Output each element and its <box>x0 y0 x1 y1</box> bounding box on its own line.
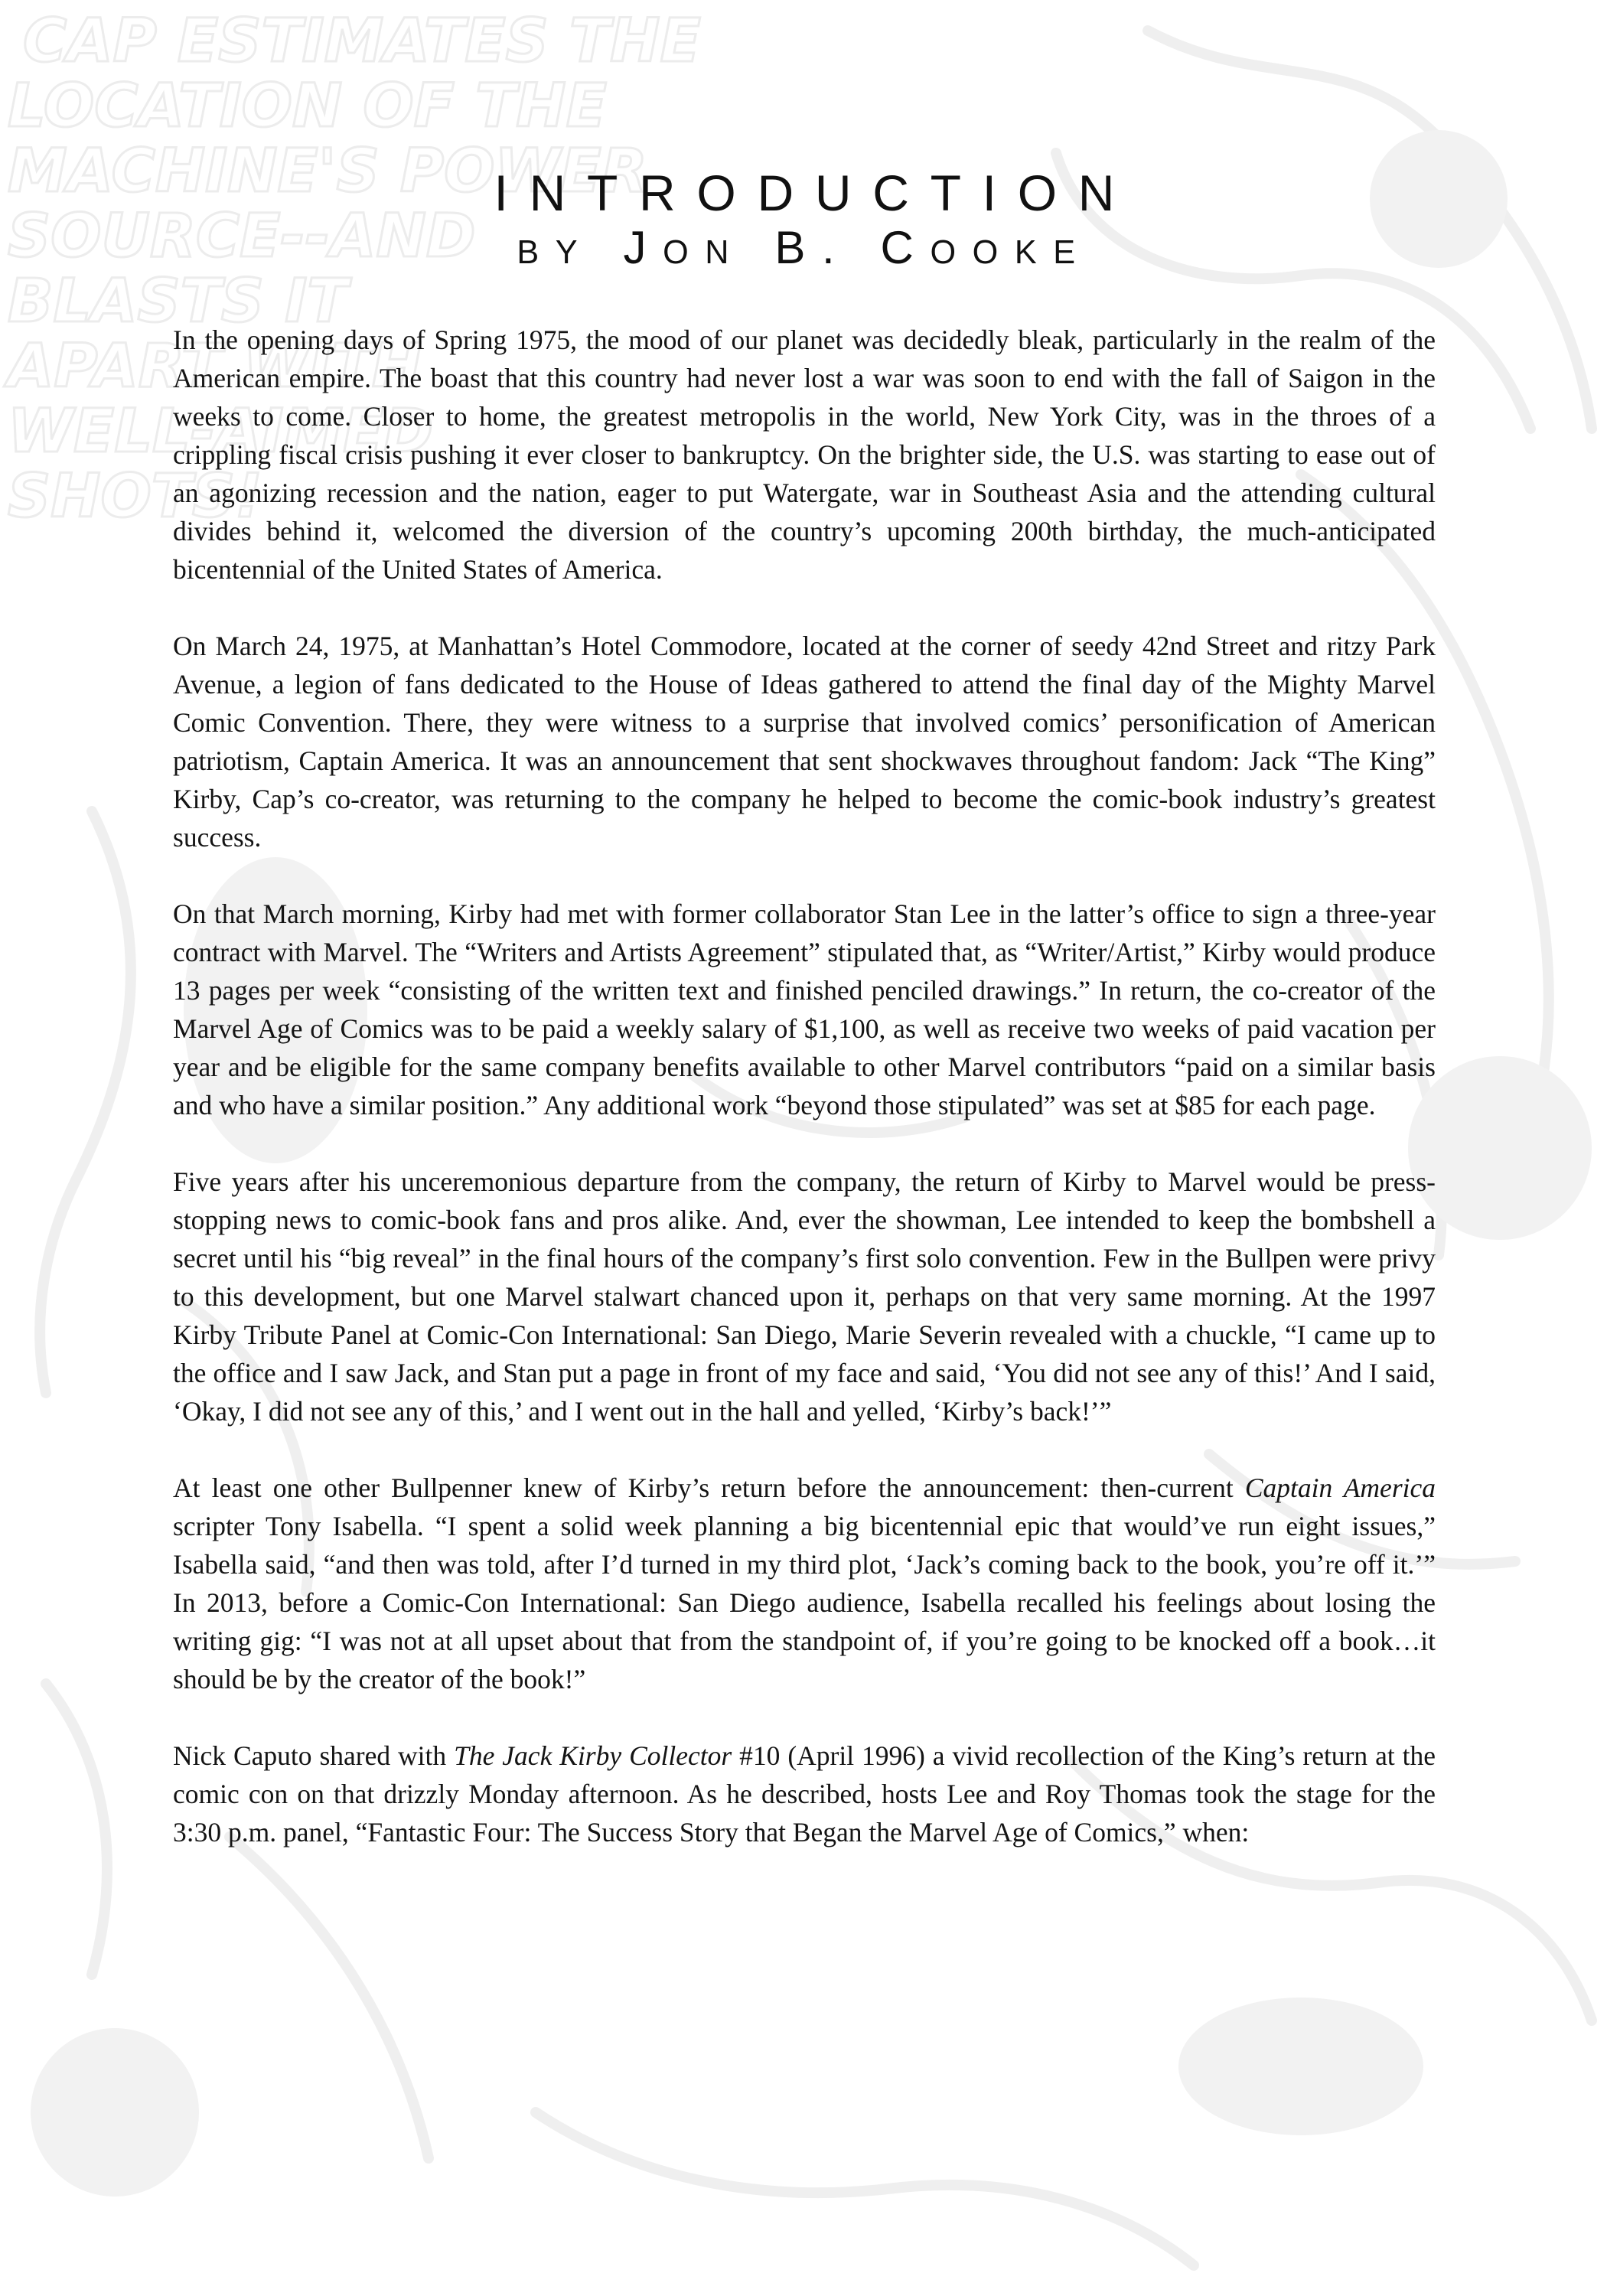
paragraph-5-italic-title: Captain America <box>1244 1473 1436 1504</box>
svg-text:CAP ESTIMATES THE: CAP ESTIMATES THE <box>23 7 701 76</box>
paragraph-2: On March 24, 1975, at Manhattan’s Hotel Commodore, located at the corner of seedy 42nd Street and ritzy Park Avenue, a legion of fans dedicated to the House of Ideas gathered to attend the final day of the Mighty Marvel Comic Convention. There, they were witness to a surprise that involved comics’ personification of American patriotism, Captain America. It was an announcement that sent shockwaves throughout fandom: Jack “The King” Kirby, Cap’s co-creator, was returning to the company he helped to become the comic-book industry’s greatest success. <box>173 631 1436 853</box>
svg-text:SOURCE--AND: SOURCE--AND <box>8 202 476 271</box>
paragraph-5 <box>173 1469 1436 1698</box>
svg-text:APART WITH: APART WITH <box>8 332 422 401</box>
paragraph-6-text-continued: #10 (April 1996) a vivid recollection of the King’s return at the comic con on that drizzly Monday afternoon. As he described, hosts Lee and Roy Thomas took the stage for the 3:30 p.m. panel, “Fantastic Four: The Success Story that Began the Marvel Age of Comics,” when: <box>173 1740 1436 1848</box>
document-page <box>173 167 1436 1851</box>
byline <box>173 223 1436 273</box>
paragraph-4: Five years after his unceremonious departure from the company, the return of Kirby to Marvel would be press-stopping news to comic-book fans and pros alike. And, ever the showman, Lee intended to keep the bombshell a secret until his “big reveal” in the final hours of the company’s first solo convention. Few in the Bullpen were privy to this development, but one Marvel stalwart chanced upon it, perhaps on that very same morning. At the 1997 Kirby Tribute Panel at Comic-Con International: San Diego, Marie Severin revealed with a chuckle, “I came up to the office and I saw Jack, and Stan put a page in front of my face and said, ‘You did not see any of this!’ And I said, ‘Okay, I did not see any of this,’ and I went out in the hall and yelled, ‘Kirby’s back!’” <box>173 1166 1436 1427</box>
article-body <box>173 321 1436 1851</box>
svg-text:LOCATION OF THE: LOCATION OF THE <box>8 72 607 141</box>
page-title: INTRODUCTION <box>494 165 1136 221</box>
title-block <box>173 167 1436 273</box>
author-last-name: COOKE <box>880 222 1092 274</box>
svg-text:WELL-AIMED: WELL-AIMED <box>8 397 434 466</box>
byline-prefix: BY <box>517 234 595 272</box>
author-first-name: JON <box>623 222 746 274</box>
svg-text:BLASTS IT: BLASTS IT <box>8 267 348 336</box>
svg-text:MACHINE'S POWER: MACHINE'S POWER <box>8 137 647 206</box>
paragraph-3: On that March morning, Kirby had met with former collaborator Stan Lee in the latter’s office to sign a three-year contract with Marvel. The “Writers and Artists Agreement” stipulated that, as “Writer/Artist,” Kirby would produce 13 pages per week “consisting of the written text and finished penciled drawings.” In return, the co-creator of the Marvel Age of Comics was to be paid a weekly salary of $1,100, as well as receive two weeks of paid vacation per year and be eligible for the same company benefits available to other Marvel contributors “paid on a similar basis and who have a similar position.” Any additional work “beyond those stipulated” was set at $85 for each page. <box>173 899 1436 1121</box>
paragraph-1: In the opening days of Spring 1975, the mood of our planet was decidedly bleak, particularly in the realm of the American empire. The boast that this country had never lost a war was soon to end with the fall of Saigon in the weeks to come. Closer to home, the greatest metropolis in the world, New York City, was in the throes of a crippling fiscal crisis pushing it ever closer to bankruptcy. On the brighter side, the U.S. was starting to ease out of an agonizing recession and the nation, eager to put Watergate, war in Southeast Asia and the attending cultural divides behind it, welcomed the diversion of the country’s upcoming 200th birthday, the much-anticipated bicentennial of the United States of America. <box>173 325 1436 585</box>
paragraph-6-text: Nick Caputo shared with <box>173 1740 455 1772</box>
paragraph-5-text: At least one other Bullpenner knew of Kirby’s return before the announcement: then-current <box>173 1473 1245 1504</box>
svg-text:SHOTS!: SHOTS! <box>8 462 262 531</box>
paragraph-5-text-continued: scripter Tony Isabella. “I spent a solid week planning a big bicentennial epic that would’ve run eight issues,” Isabella said, “and then was told, after I’d turned in my third plot, ‘Jack’s coming back to the book, you’re off it.’” In 2013, before a Comic-Con International: San Diego audience, Isabella recalled his feelings about losing the writing gig: “I was not at all upset about that from the standpoint of, if you’re going to be knocked off a book…it should be by the creator of the book!” <box>173 1511 1436 1695</box>
paragraph-6-italic-title: The Jack Kirby Collector <box>454 1740 732 1772</box>
paragraph-6 <box>173 1737 1436 1851</box>
author-middle-initial: B. <box>774 222 852 274</box>
